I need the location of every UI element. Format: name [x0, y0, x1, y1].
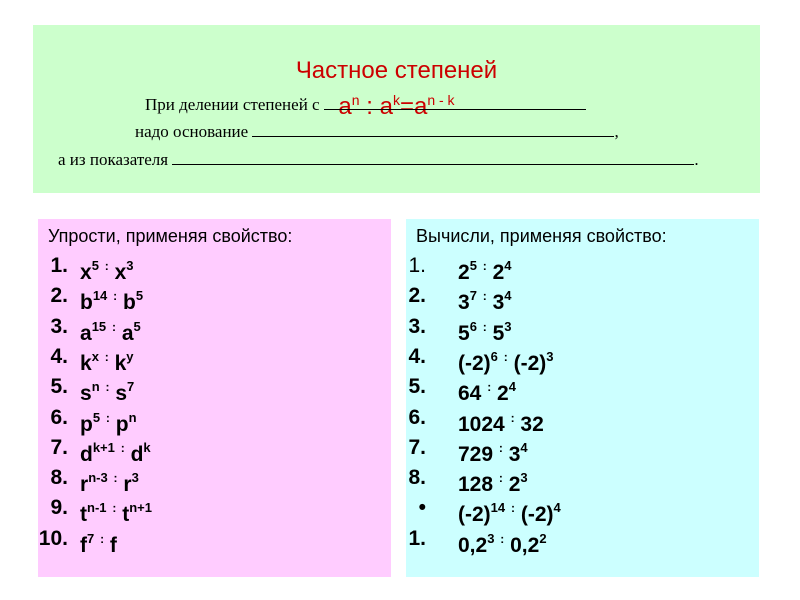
page-title: Частное степеней	[295, 57, 498, 84]
right-item-number: 4.	[408, 344, 426, 368]
right-exponent-2: 4	[553, 500, 561, 516]
left-separator: :	[112, 501, 117, 516]
right-exponent-1: 6	[490, 348, 498, 364]
right-base-2: (-2)	[513, 351, 547, 375]
left-base-1: t	[80, 503, 87, 527]
left-item	[38, 281, 378, 315]
left-separator: :	[120, 440, 125, 455]
header-box	[33, 25, 760, 193]
formula-base-2: a	[379, 93, 393, 120]
left-item	[38, 342, 378, 375]
simplify-panel	[38, 219, 391, 577]
compute-panel	[406, 219, 759, 577]
right-item-number: 3.	[408, 314, 426, 338]
right-base-1: (-2)	[458, 351, 491, 375]
right-item	[406, 251, 746, 284]
right-item	[406, 281, 746, 315]
left-item-number: 7.	[50, 435, 68, 459]
left-exponent-2: 3	[131, 470, 139, 486]
left-base-2: p	[115, 412, 129, 436]
left-exponent-2: y	[126, 348, 134, 364]
right-base-1: 64	[458, 382, 482, 406]
right-exponent-2: 3	[520, 470, 528, 486]
left-exponent-2: 3	[126, 258, 134, 273]
right-exponent-2: 2	[539, 530, 547, 546]
fill-line-3	[58, 149, 699, 170]
left-exponent-1: x	[91, 348, 99, 364]
right-exponent-1: 3	[487, 530, 495, 546]
left-separator: :	[105, 380, 110, 395]
left-base-2: s	[115, 382, 128, 406]
right-item	[406, 463, 746, 497]
left-exponent-2: n	[128, 409, 137, 425]
fill-text-3: а из показателя	[58, 150, 169, 169]
left-item-number: 1.	[50, 254, 68, 277]
left-item	[38, 251, 378, 284]
left-separator: :	[113, 289, 118, 304]
left-base-1: k	[80, 351, 92, 375]
right-separator: :	[482, 289, 487, 304]
left-separator: :	[100, 531, 105, 546]
right-separator: :	[500, 531, 505, 546]
left-exponent-2: n+1	[129, 500, 152, 516]
left-item-number: 5.	[50, 375, 68, 399]
left-separator: :	[104, 259, 109, 273]
left-base-2: a	[121, 321, 134, 345]
left-exponent-1: 7	[87, 530, 95, 546]
left-item	[38, 372, 378, 406]
right-item-expression	[458, 524, 547, 561]
left-exponent-2: k	[143, 439, 151, 455]
compute-heading: Вычисли, применяя свойство:	[416, 226, 667, 246]
right-base-1: 1024	[458, 412, 505, 436]
left-exponent-1: 15	[91, 318, 107, 334]
left-exponent-1: k+1	[92, 439, 115, 455]
right-separator: :	[498, 440, 503, 455]
right-separator: :	[482, 319, 487, 334]
left-base-1: p	[80, 412, 93, 436]
right-base-1: 5	[458, 321, 470, 345]
right-exponent-2: 3	[504, 318, 512, 334]
fill-text-2: надо основание	[135, 122, 249, 141]
right-base-2: 3	[508, 442, 521, 466]
left-base-2: x	[114, 261, 127, 284]
right-separator: :	[487, 380, 492, 395]
left-exponent-1: 5	[91, 258, 99, 273]
fill-line-1	[145, 94, 586, 115]
left-exponent-1: 5	[92, 409, 101, 425]
right-item-number: 1.	[408, 526, 426, 550]
left-item-number: 8.	[50, 466, 68, 490]
right-item-number: 5.	[408, 375, 426, 399]
formula-equals: =	[399, 93, 414, 120]
right-base-1: 2	[458, 261, 470, 284]
formula-colon: :	[359, 93, 380, 120]
right-base-1: (-2)	[458, 503, 491, 527]
right-item-number: •	[418, 496, 426, 520]
right-exponent-1: 5	[469, 258, 477, 273]
left-item	[38, 403, 378, 436]
right-item	[406, 403, 746, 436]
left-item-number: 2.	[50, 284, 68, 308]
right-base-1: 729	[458, 442, 494, 466]
right-exponent-2: 4	[520, 439, 528, 455]
right-item	[406, 312, 746, 345]
left-base-2: k	[114, 351, 127, 375]
left-base-1: r	[80, 473, 89, 497]
left-separator: :	[113, 471, 118, 486]
fill-text-1: При делении степеней с	[145, 95, 320, 114]
right-exponent-1: 6	[469, 318, 477, 334]
right-separator: :	[498, 471, 503, 486]
left-exponent-1: 14	[92, 288, 108, 304]
left-exponent-2: 5	[133, 318, 141, 334]
fill-line-2	[135, 121, 619, 142]
right-exponent-2: 4	[508, 379, 516, 395]
left-item-number: 4.	[50, 344, 68, 368]
right-item	[406, 433, 746, 466]
right-base-1: 0,2	[458, 533, 488, 557]
right-separator: :	[510, 501, 515, 516]
left-item	[38, 524, 378, 557]
left-item	[38, 433, 378, 466]
right-item	[406, 372, 746, 406]
left-base-2: b	[122, 291, 136, 315]
right-base-2: 2	[497, 382, 509, 406]
right-exponent-2: 3	[546, 348, 554, 364]
left-base-1: d	[80, 442, 93, 466]
right-item-number: 8.	[408, 466, 426, 490]
left-base-2: r	[123, 473, 132, 497]
fill-end-3: .	[694, 150, 699, 169]
right-base-2: 32	[520, 412, 544, 436]
left-item	[38, 312, 378, 345]
right-exponent-2: 4	[504, 288, 512, 304]
right-base-2: (-2)	[520, 503, 554, 527]
right-base-2: 0,2	[510, 533, 540, 557]
left-base-1: b	[80, 291, 93, 315]
left-base-2: f	[109, 533, 117, 557]
right-base-2: 5	[492, 321, 505, 345]
blank-1[interactable]	[324, 94, 586, 110]
right-base-2: 2	[492, 261, 505, 284]
right-exponent-1: 14	[490, 500, 506, 516]
right-item-number: 1.	[408, 254, 426, 277]
left-base-1: s	[80, 382, 92, 406]
right-item-number: 2.	[408, 284, 426, 308]
left-item	[38, 463, 378, 497]
left-separator: :	[104, 349, 109, 364]
left-item-number: 6.	[50, 405, 68, 429]
left-item-number: 9.	[50, 496, 68, 520]
left-base-1: f	[80, 533, 87, 557]
right-separator: :	[482, 259, 487, 273]
right-base-1: 3	[458, 291, 470, 315]
left-exponent-1: n-1	[87, 500, 107, 516]
left-item-expression	[80, 524, 117, 561]
formula-exp-diff: n - k	[427, 92, 455, 108]
right-separator: :	[503, 349, 508, 364]
left-exponent-2: 7	[127, 379, 135, 395]
blank-3[interactable]	[172, 149, 694, 165]
formula-base: a	[338, 93, 352, 120]
right-item	[406, 524, 746, 557]
right-separator: :	[510, 410, 515, 425]
right-base-2: 2	[508, 473, 521, 497]
formula-exp-n: n	[351, 92, 360, 108]
left-base-2: d	[130, 442, 144, 466]
formula-exp-k: k	[392, 92, 400, 108]
left-item-number: 3.	[50, 314, 68, 338]
right-base-1: 128	[458, 473, 494, 497]
left-separator: :	[105, 410, 110, 425]
left-base-1: x	[80, 261, 92, 284]
right-item	[406, 493, 746, 527]
right-item	[406, 342, 746, 375]
blank-2[interactable]	[252, 121, 614, 137]
right-item-number: 7.	[408, 435, 426, 459]
left-exponent-1: n	[91, 379, 100, 395]
simplify-heading: Упрости, применяя свойство:	[48, 226, 293, 246]
right-exponent-1: 7	[469, 288, 477, 304]
right-base-2: 3	[492, 291, 505, 315]
left-base-1: a	[80, 321, 92, 345]
left-separator: :	[112, 319, 116, 334]
fill-end-2: ,	[614, 122, 619, 141]
right-item-number: 6.	[408, 405, 426, 429]
left-base-2: t	[122, 503, 130, 527]
formula-base-3: a	[413, 93, 428, 120]
left-exponent-1: n-3	[88, 470, 108, 486]
right-exponent-2: 4	[504, 258, 512, 273]
left-item-number: 10.	[38, 526, 68, 550]
left-exponent-2: 5	[135, 288, 144, 304]
left-item	[38, 493, 378, 527]
